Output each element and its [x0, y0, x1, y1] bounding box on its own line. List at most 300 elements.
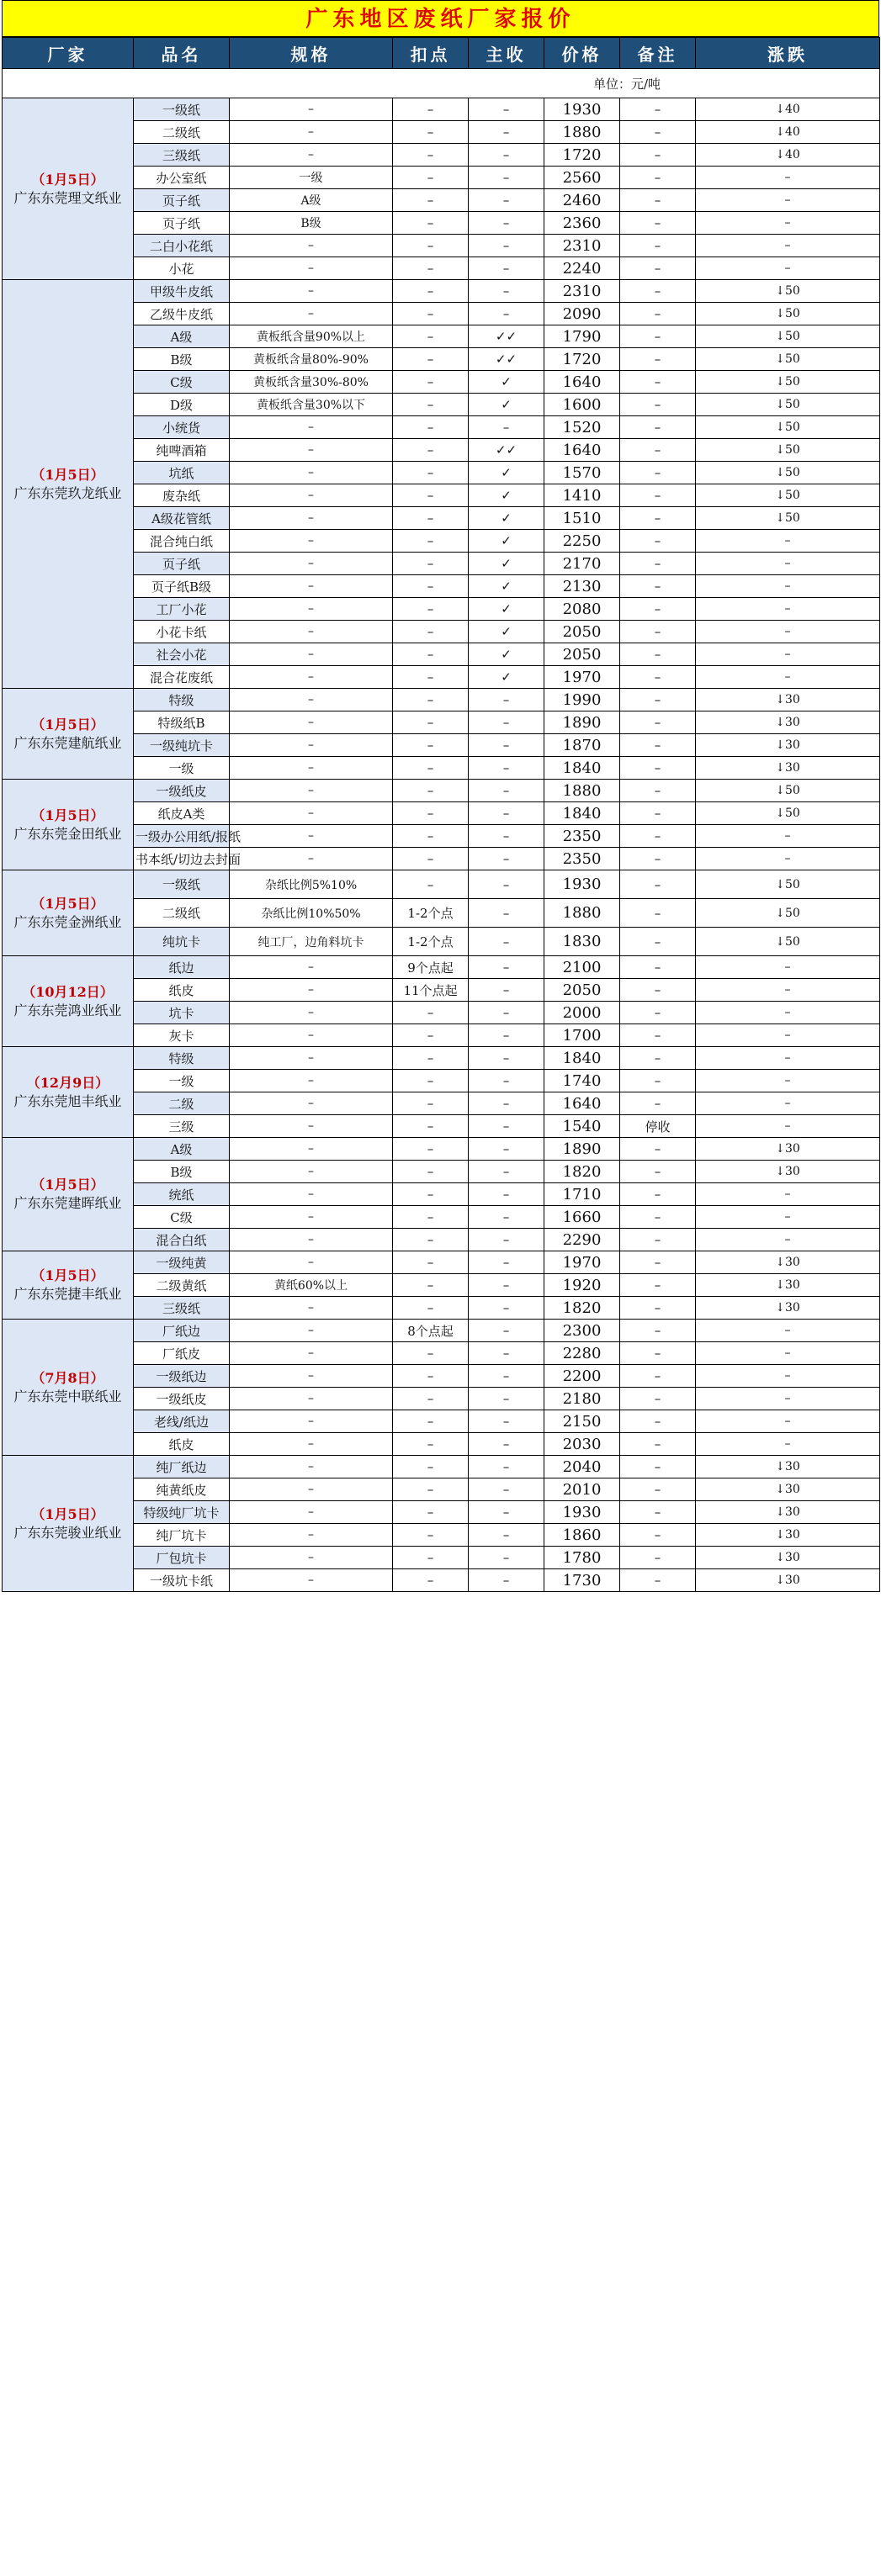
deduct-cell: –: [393, 1501, 469, 1524]
note-cell: –: [620, 1251, 696, 1274]
factory-name: 广东东莞理文纸业: [13, 189, 122, 206]
main-cell: –: [469, 303, 544, 325]
deduct-cell: –: [393, 439, 469, 462]
price-cell: 2180: [544, 1388, 620, 1410]
factory-date: （10月12日）: [22, 983, 114, 1000]
table-row: [3, 1342, 880, 1365]
main-cell: –: [469, 1183, 544, 1206]
deduct-cell: –: [393, 1342, 469, 1365]
product-cell: 一级纸皮: [134, 1388, 230, 1410]
deduct-cell: –: [393, 1365, 469, 1388]
product-cell: 厂纸皮: [134, 1342, 230, 1365]
note-cell: –: [620, 553, 696, 575]
spec-cell: –: [230, 1183, 393, 1206]
note-cell: –: [620, 1092, 696, 1115]
deduct-cell: –: [393, 98, 469, 121]
spec-cell: –: [230, 1002, 393, 1024]
table-row: [3, 928, 880, 956]
deduct-cell: –: [393, 1524, 469, 1547]
deduct-cell: 8个点起: [393, 1320, 469, 1342]
note-cell: –: [620, 1456, 696, 1478]
deduct-cell: –: [393, 1478, 469, 1501]
product-cell: 厂包坑卡: [134, 1547, 230, 1569]
table-row: [3, 1229, 880, 1251]
price-sheet: [2, 0, 879, 1592]
deduct-cell: –: [393, 121, 469, 144]
deduct-cell: –: [393, 848, 469, 870]
product-cell: 一级坑卡纸: [134, 1569, 230, 1592]
note-cell: –: [620, 1002, 696, 1024]
deduct-cell: –: [393, 1047, 469, 1070]
product-cell: 坑纸: [134, 462, 230, 484]
note-cell: –: [620, 1297, 696, 1320]
factory-date: （1月5日）: [31, 466, 104, 483]
main-cell: –: [469, 1138, 544, 1161]
spec-cell: –: [230, 802, 393, 825]
col-note: 备注: [620, 38, 696, 69]
product-cell: 页子纸: [134, 212, 230, 235]
product-cell: 甲级牛皮纸: [134, 280, 230, 303]
main-cell: ✓: [469, 553, 544, 575]
product-cell: B级: [134, 348, 230, 371]
deduct-cell: –: [393, 1138, 469, 1161]
header-row: [3, 38, 880, 69]
deduct-cell: –: [393, 1456, 469, 1478]
note-cell: –: [620, 598, 696, 621]
product-cell: 书本纸/切边去封面: [134, 848, 230, 870]
note-cell: –: [620, 507, 696, 530]
spec-cell: B级: [230, 212, 393, 235]
product-cell: 混合纯白纸: [134, 530, 230, 553]
change-cell: ↓50: [696, 462, 880, 484]
factory-cell: [3, 1251, 134, 1320]
factory-name: 广东东莞中联纸业: [13, 1388, 122, 1404]
spec-cell: –: [230, 757, 393, 780]
note-cell: –: [620, 1410, 696, 1433]
spec-cell: –: [230, 1388, 393, 1410]
deduct-cell: –: [393, 711, 469, 734]
table-row: [3, 689, 880, 711]
deduct-cell: –: [393, 325, 469, 348]
product-cell: 统纸: [134, 1183, 230, 1206]
deduct-cell: –: [393, 1024, 469, 1047]
spec-cell: –: [230, 666, 393, 689]
main-cell: –: [469, 899, 544, 928]
product-cell: 办公室纸: [134, 167, 230, 189]
factory-date: （1月5日）: [31, 1177, 104, 1193]
price-cell: 2560: [544, 167, 620, 189]
product-cell: 社会小花: [134, 643, 230, 666]
main-cell: –: [469, 848, 544, 870]
note-cell: –: [620, 956, 696, 979]
factory-name: 广东东莞建航纸业: [13, 734, 122, 751]
table-row: [3, 1569, 880, 1592]
price-cell: 1970: [544, 1251, 620, 1274]
change-cell: –: [696, 621, 880, 643]
change-cell: ↓50: [696, 394, 880, 416]
table-row: [3, 825, 880, 848]
deduct-cell: –: [393, 666, 469, 689]
price-cell: 2310: [544, 235, 620, 257]
price-cell: 2090: [544, 303, 620, 325]
change-cell: ↓50: [696, 280, 880, 303]
table-row: [3, 1251, 880, 1274]
factory-date: （7月8日）: [31, 1369, 104, 1386]
note-cell: –: [620, 303, 696, 325]
product-cell: 坑卡: [134, 1002, 230, 1024]
product-cell: 二级纸: [134, 121, 230, 144]
note-cell: –: [620, 1206, 696, 1229]
deduct-cell: –: [393, 416, 469, 439]
price-cell: 1890: [544, 711, 620, 734]
spec-cell: –: [230, 553, 393, 575]
price-cell: 1600: [544, 394, 620, 416]
product-cell: 乙级牛皮纸: [134, 303, 230, 325]
col-price: 价格: [544, 38, 620, 69]
product-cell: 一级纯坑卡: [134, 734, 230, 757]
change-cell: ↓40: [696, 98, 880, 121]
note-cell: –: [620, 1524, 696, 1547]
main-cell: –: [469, 1229, 544, 1251]
deduct-cell: –: [393, 689, 469, 711]
table-row: [3, 257, 880, 280]
note-cell: –: [620, 1478, 696, 1501]
price-cell: 2050: [544, 621, 620, 643]
table-row: [3, 416, 880, 439]
product-cell: D级: [134, 394, 230, 416]
spec-cell: 黄板纸含量30%-80%: [230, 371, 393, 394]
change-cell: –: [696, 825, 880, 848]
deduct-cell: –: [393, 621, 469, 643]
product-cell: 三级: [134, 1115, 230, 1138]
change-cell: ↓50: [696, 899, 880, 928]
main-cell: –: [469, 870, 544, 899]
col-change: 涨跌: [696, 38, 880, 69]
price-cell: 2150: [544, 1410, 620, 1433]
change-cell: ↓30: [696, 711, 880, 734]
note-cell: –: [620, 189, 696, 212]
deduct-cell: –: [393, 598, 469, 621]
deduct-cell: –: [393, 507, 469, 530]
spec-cell: –: [230, 144, 393, 167]
note-cell: –: [620, 802, 696, 825]
spec-cell: –: [230, 1569, 393, 1592]
note-cell: –: [620, 1138, 696, 1161]
spec-cell: –: [230, 280, 393, 303]
product-cell: 一级纸: [134, 98, 230, 121]
note-cell: –: [620, 780, 696, 802]
note-cell: –: [620, 257, 696, 280]
spec-cell: –: [230, 1138, 393, 1161]
note-cell: –: [620, 484, 696, 507]
product-cell: 小花: [134, 257, 230, 280]
note-cell: –: [620, 689, 696, 711]
table-row: [3, 979, 880, 1002]
main-cell: ✓: [469, 575, 544, 598]
spec-cell: –: [230, 1320, 393, 1342]
table-row: [3, 666, 880, 689]
product-cell: 页子纸: [134, 553, 230, 575]
deduct-cell: –: [393, 643, 469, 666]
note-cell: –: [620, 348, 696, 371]
change-cell: ↓50: [696, 416, 880, 439]
main-cell: –: [469, 689, 544, 711]
note-cell: –: [620, 575, 696, 598]
change-cell: –: [696, 1183, 880, 1206]
note-cell: –: [620, 928, 696, 956]
price-cell: 2170: [544, 553, 620, 575]
main-cell: –: [469, 757, 544, 780]
main-cell: –: [469, 1024, 544, 1047]
change-cell: –: [696, 1320, 880, 1342]
spec-cell: –: [230, 235, 393, 257]
price-cell: 2000: [544, 1002, 620, 1024]
main-cell: –: [469, 1410, 544, 1433]
product-cell: 二白小花纸: [134, 235, 230, 257]
spec-cell: 黄板纸含量80%-90%: [230, 348, 393, 371]
product-cell: 混合花废纸: [134, 666, 230, 689]
main-cell: –: [469, 257, 544, 280]
factory-name: 广东东莞骏业纸业: [13, 1524, 122, 1541]
factory-name: 广东东莞金田纸业: [13, 825, 122, 842]
change-cell: ↓30: [696, 689, 880, 711]
factory-name: 广东东莞玖龙纸业: [13, 484, 122, 501]
change-cell: –: [696, 598, 880, 621]
main-cell: ✓: [469, 484, 544, 507]
product-cell: 二级纸: [134, 899, 230, 928]
deduct-cell: –: [393, 1206, 469, 1229]
deduct-cell: –: [393, 802, 469, 825]
main-cell: –: [469, 1524, 544, 1547]
change-cell: –: [696, 979, 880, 1002]
table-row: [3, 621, 880, 643]
main-cell: –: [469, 212, 544, 235]
change-cell: –: [696, 1342, 880, 1365]
spec-cell: –: [230, 979, 393, 1002]
price-cell: 1570: [544, 462, 620, 484]
product-cell: 二级: [134, 1092, 230, 1115]
main-cell: ✓: [469, 371, 544, 394]
table-row: [3, 1410, 880, 1433]
price-cell: 1970: [544, 666, 620, 689]
col-product: 品名: [134, 38, 230, 69]
price-cell: 2010: [544, 1478, 620, 1501]
deduct-cell: –: [393, 1183, 469, 1206]
change-cell: ↓30: [696, 1524, 880, 1547]
deduct-cell: 9个点起: [393, 956, 469, 979]
table-row: [3, 1070, 880, 1092]
price-cell: 1840: [544, 802, 620, 825]
spec-cell: –: [230, 530, 393, 553]
note-cell: –: [620, 439, 696, 462]
price-cell: 2310: [544, 280, 620, 303]
note-cell: –: [620, 1365, 696, 1388]
change-cell: –: [696, 1388, 880, 1410]
note-cell: –: [620, 212, 696, 235]
product-cell: 三级纸: [134, 144, 230, 167]
table-row: [3, 439, 880, 462]
price-cell: 2200: [544, 1365, 620, 1388]
note-cell: –: [620, 1388, 696, 1410]
spec-cell: –: [230, 643, 393, 666]
product-cell: 纯坑卡: [134, 928, 230, 956]
product-cell: 混合白纸: [134, 1229, 230, 1251]
change-cell: ↓50: [696, 507, 880, 530]
change-cell: –: [696, 212, 880, 235]
product-cell: 纯厂坑卡: [134, 1524, 230, 1547]
price-cell: 1740: [544, 1070, 620, 1092]
main-cell: –: [469, 1047, 544, 1070]
table-row: [3, 144, 880, 167]
spec-cell: –: [230, 1092, 393, 1115]
note-cell: –: [620, 98, 696, 121]
product-cell: 页子纸: [134, 189, 230, 212]
change-cell: –: [696, 1047, 880, 1070]
table-row: [3, 598, 880, 621]
product-cell: A级花管纸: [134, 507, 230, 530]
spec-cell: –: [230, 780, 393, 802]
table-row: [3, 757, 880, 780]
product-cell: 老线/纸边: [134, 1410, 230, 1433]
note-cell: –: [620, 825, 696, 848]
note-cell: –: [620, 1070, 696, 1092]
note-cell: –: [620, 848, 696, 870]
spec-cell: –: [230, 711, 393, 734]
deduct-cell: –: [393, 212, 469, 235]
change-cell: –: [696, 848, 880, 870]
table-row: [3, 325, 880, 348]
table-row: [3, 956, 880, 979]
main-cell: ✓✓: [469, 325, 544, 348]
table-body: [3, 98, 880, 1592]
deduct-cell: –: [393, 1115, 469, 1138]
factory-name: 广东东莞鸿业纸业: [13, 1002, 122, 1018]
note-cell: –: [620, 325, 696, 348]
price-cell: 2360: [544, 212, 620, 235]
table-row: [3, 734, 880, 757]
spec-cell: 黄板纸含量90%以上: [230, 325, 393, 348]
price-cell: 1660: [544, 1206, 620, 1229]
deduct-cell: –: [393, 553, 469, 575]
table-row: [3, 1501, 880, 1524]
note-cell: –: [620, 666, 696, 689]
change-cell: ↓50: [696, 371, 880, 394]
deduct-cell: –: [393, 462, 469, 484]
main-cell: –: [469, 711, 544, 734]
change-cell: ↓30: [696, 757, 880, 780]
main-cell: ✓✓: [469, 439, 544, 462]
change-cell: –: [696, 553, 880, 575]
change-cell: ↓50: [696, 870, 880, 899]
factory-date: （1月5日）: [31, 895, 104, 912]
product-cell: 纸皮: [134, 979, 230, 1002]
deduct-cell: –: [393, 1161, 469, 1183]
price-cell: 1840: [544, 1047, 620, 1070]
change-cell: –: [696, 1433, 880, 1456]
table-row: [3, 167, 880, 189]
table-row: [3, 394, 880, 416]
deduct-cell: –: [393, 825, 469, 848]
product-cell: 特级纯厂坑卡: [134, 1501, 230, 1524]
spec-cell: –: [230, 1547, 393, 1569]
note-cell: –: [620, 1320, 696, 1342]
main-cell: –: [469, 1297, 544, 1320]
deduct-cell: –: [393, 1547, 469, 1569]
factory-cell: [3, 870, 134, 956]
note-cell: –: [620, 870, 696, 899]
price-cell: 2280: [544, 1342, 620, 1365]
product-cell: 二级黄纸: [134, 1274, 230, 1297]
note-cell: –: [620, 1183, 696, 1206]
table-row: [3, 870, 880, 899]
table-row: [3, 507, 880, 530]
spec-cell: –: [230, 1251, 393, 1274]
main-cell: –: [469, 98, 544, 121]
deduct-cell: –: [393, 734, 469, 757]
deduct-cell: –: [393, 348, 469, 371]
spec-cell: –: [230, 1024, 393, 1047]
product-cell: 纯厂纸边: [134, 1456, 230, 1478]
main-cell: –: [469, 1002, 544, 1024]
price-cell: 1930: [544, 1501, 620, 1524]
factory-cell: [3, 780, 134, 870]
spec-cell: –: [230, 1365, 393, 1388]
table-row: [3, 1183, 880, 1206]
change-cell: –: [696, 956, 880, 979]
change-cell: ↓30: [696, 1547, 880, 1569]
main-cell: –: [469, 1433, 544, 1456]
deduct-cell: –: [393, 1297, 469, 1320]
main-cell: –: [469, 780, 544, 802]
factory-cell: [3, 956, 134, 1047]
col-main: 主收: [469, 38, 544, 69]
price-cell: 1880: [544, 780, 620, 802]
table-row: [3, 303, 880, 325]
product-cell: B级: [134, 1161, 230, 1183]
spec-cell: –: [230, 848, 393, 870]
change-cell: –: [696, 167, 880, 189]
spec-cell: –: [230, 1501, 393, 1524]
table-row: [3, 1206, 880, 1229]
spec-cell: –: [230, 1524, 393, 1547]
note-cell: –: [620, 167, 696, 189]
note-cell: –: [620, 734, 696, 757]
main-cell: –: [469, 802, 544, 825]
main-cell: ✓: [469, 507, 544, 530]
spec-cell: –: [230, 1342, 393, 1365]
factory-date: （12月9日）: [26, 1074, 109, 1091]
deduct-cell: –: [393, 1433, 469, 1456]
note-cell: –: [620, 1501, 696, 1524]
factory-cell: [3, 1138, 134, 1251]
price-cell: 2100: [544, 956, 620, 979]
price-cell: 1830: [544, 928, 620, 956]
deduct-cell: 11个点起: [393, 979, 469, 1002]
spec-cell: –: [230, 1229, 393, 1251]
change-cell: ↓30: [696, 1501, 880, 1524]
price-cell: 2350: [544, 848, 620, 870]
product-cell: A级: [134, 1138, 230, 1161]
table-row: [3, 575, 880, 598]
factory-date: （1月5日）: [31, 716, 104, 733]
note-cell: –: [620, 1161, 696, 1183]
product-cell: 小统货: [134, 416, 230, 439]
price-cell: 2300: [544, 1320, 620, 1342]
main-cell: ✓: [469, 643, 544, 666]
price-cell: 1410: [544, 484, 620, 507]
deduct-cell: –: [393, 303, 469, 325]
product-cell: C级: [134, 371, 230, 394]
